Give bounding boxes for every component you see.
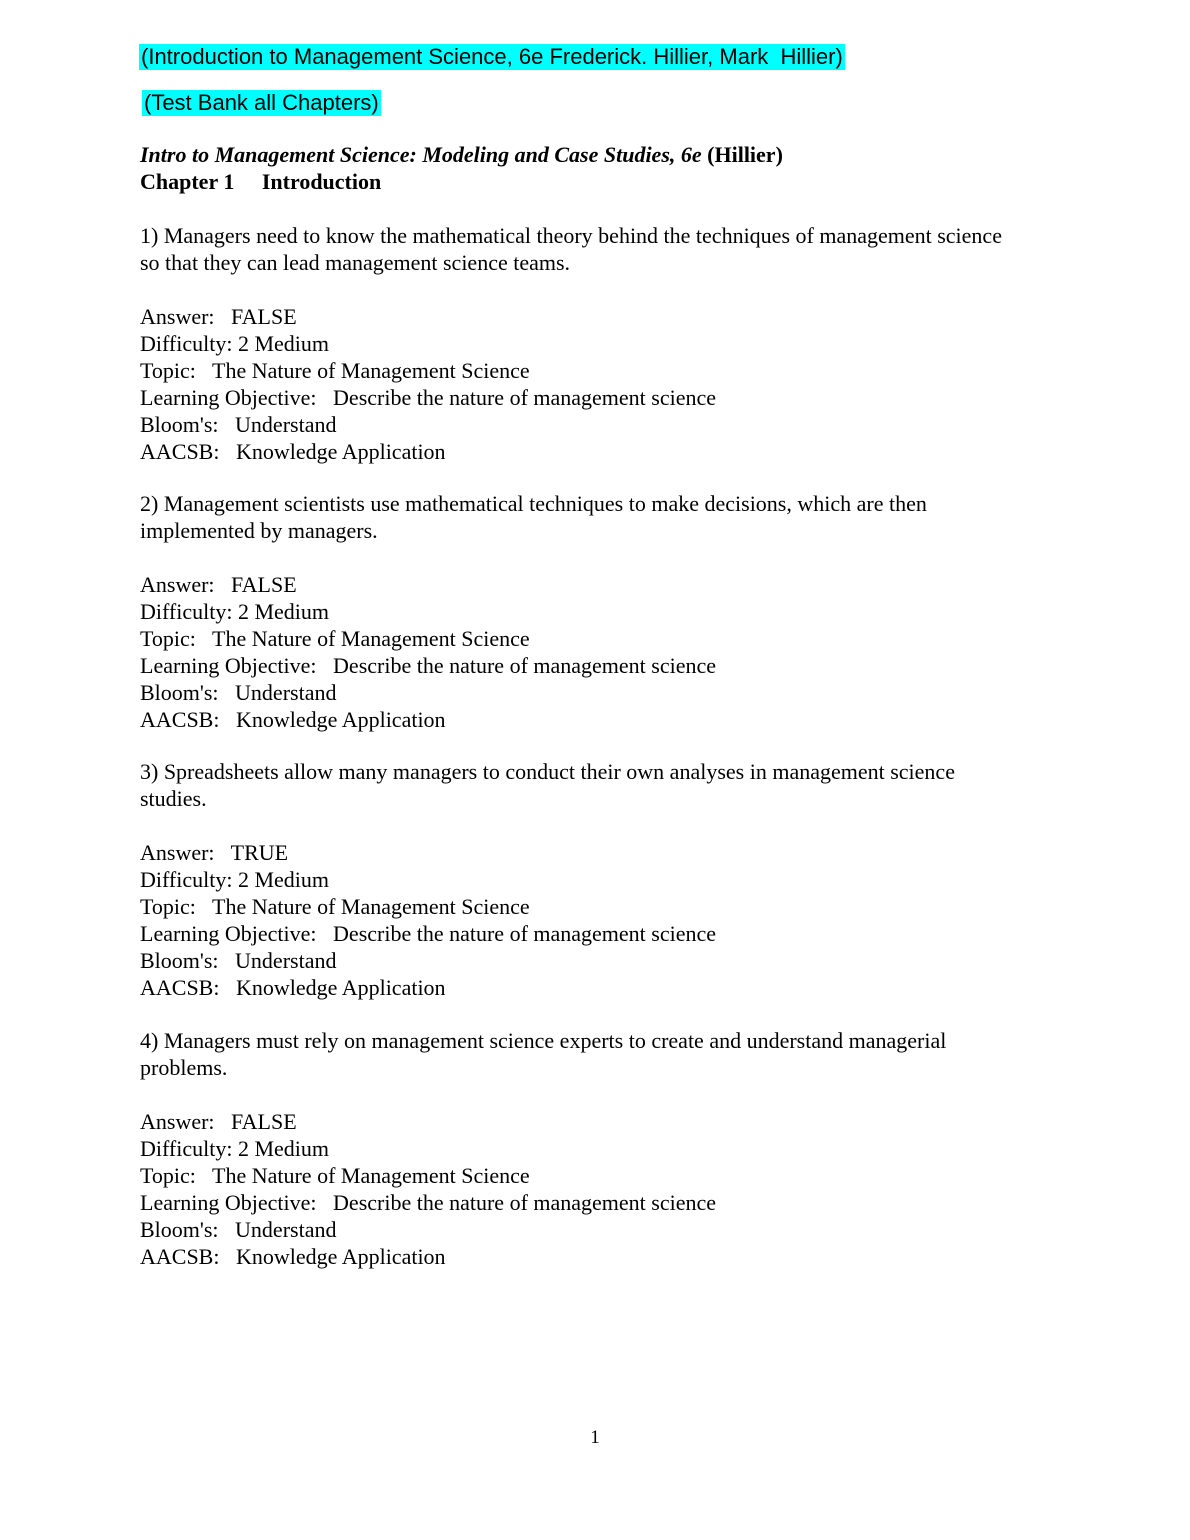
blooms-label: Bloom's:	[140, 1217, 219, 1242]
aacsb-row	[140, 1243, 1070, 1270]
objective-value: Describe the nature of management science	[333, 921, 717, 946]
question-block	[140, 222, 1070, 465]
answer-value: FALSE	[231, 572, 297, 597]
page-number: 1	[590, 1427, 600, 1448]
question-block	[140, 1027, 1070, 1270]
topic-label: Topic:	[140, 894, 196, 919]
question-metadata	[140, 839, 1070, 1001]
blooms-label: Bloom's:	[140, 680, 219, 705]
objective-label: Learning Objective:	[140, 921, 317, 946]
aacsb-label: AACSB:	[140, 975, 220, 1000]
difficulty-row	[140, 1135, 1070, 1162]
answer-row	[140, 571, 1070, 598]
objective-label: Learning Objective:	[140, 385, 317, 410]
aacsb-row	[140, 974, 1070, 1001]
topic-value: The Nature of Management Science	[212, 358, 530, 383]
objective-row	[140, 384, 1070, 411]
answer-row	[140, 303, 1070, 330]
topic-row	[140, 893, 1070, 920]
question-metadata	[140, 1108, 1070, 1270]
topic-value: The Nature of Management Science	[212, 626, 530, 651]
chapter-name: Introduction	[261, 169, 382, 194]
answer-label: Answer:	[140, 1109, 215, 1134]
objective-label: Learning Objective:	[140, 653, 317, 678]
difficulty-row	[140, 598, 1070, 625]
aacsb-label: AACSB:	[140, 1244, 220, 1269]
answer-label: Answer:	[140, 304, 215, 329]
objective-row	[140, 1189, 1070, 1216]
difficulty-label: Difficulty:	[140, 331, 233, 356]
aacsb-value: Knowledge Application	[235, 975, 446, 1000]
difficulty-value: 2 Medium	[237, 599, 330, 624]
answer-value: FALSE	[231, 1109, 297, 1134]
question-text: 4) Managers must rely on management science experts to create and understand managerial problems.	[140, 1028, 947, 1080]
aacsb-value: Knowledge Application	[235, 439, 446, 464]
topic-label: Topic:	[140, 626, 196, 651]
highlighted-title-line: (Introduction to Management Science, 6e Frederick. Hillier, Mark Hillier)	[141, 44, 843, 69]
answer-label: Answer:	[140, 572, 215, 597]
aacsb-value: Knowledge Application	[235, 1244, 446, 1269]
question-block	[140, 490, 1070, 733]
objective-value: Describe the nature of management science	[333, 1190, 717, 1215]
chapter-heading	[140, 168, 381, 195]
difficulty-label: Difficulty:	[140, 867, 233, 892]
objective-value: Describe the nature of management science	[333, 385, 717, 410]
topic-row	[140, 1162, 1070, 1189]
topic-value: The Nature of Management Science	[212, 894, 530, 919]
difficulty-value: 2 Medium	[237, 1136, 330, 1161]
blooms-row	[140, 947, 1070, 974]
objective-label: Learning Objective:	[140, 1190, 317, 1215]
topic-label: Topic:	[140, 358, 196, 383]
chapter-label: Chapter 1	[140, 169, 235, 194]
answer-row	[140, 839, 1070, 866]
objective-row	[140, 652, 1070, 679]
question-metadata	[140, 571, 1070, 733]
blooms-label: Bloom's:	[140, 948, 219, 973]
objective-row	[140, 920, 1070, 947]
aacsb-label: AACSB:	[140, 439, 220, 464]
blooms-row	[140, 1216, 1070, 1243]
aacsb-label: AACSB:	[140, 707, 220, 732]
blooms-value: Understand	[235, 1217, 337, 1242]
answer-value: TRUE	[230, 840, 289, 865]
difficulty-value: 2 Medium	[237, 867, 330, 892]
aacsb-row	[140, 706, 1070, 733]
blooms-row	[140, 411, 1070, 438]
topic-row	[140, 625, 1070, 652]
topic-label: Topic:	[140, 1163, 196, 1188]
objective-value: Describe the nature of management science	[333, 653, 717, 678]
highlighted-subtitle-line: (Test Bank all Chapters)	[144, 90, 379, 115]
question-block	[140, 758, 1070, 1001]
answer-label: Answer:	[140, 840, 215, 865]
question-text: 3) Spreadsheets allow many managers to conduct their own analyses in management science studies.	[140, 759, 955, 811]
blooms-value: Understand	[235, 948, 337, 973]
book-author: (Hillier)	[701, 142, 783, 167]
difficulty-value: 2 Medium	[237, 331, 330, 356]
blooms-value: Understand	[235, 680, 337, 705]
difficulty-label: Difficulty:	[140, 599, 233, 624]
difficulty-row	[140, 330, 1070, 357]
topic-row	[140, 357, 1070, 384]
answer-value: FALSE	[231, 304, 297, 329]
book-title-italic: Intro to Management Science: Modeling and Case Studies, 6e	[140, 142, 702, 167]
answer-row	[140, 1108, 1070, 1135]
aacsb-value: Knowledge Application	[235, 707, 446, 732]
topic-value: The Nature of Management Science	[212, 1163, 530, 1188]
book-title	[140, 141, 783, 168]
difficulty-label: Difficulty:	[140, 1136, 233, 1161]
aacsb-row	[140, 438, 1070, 465]
question-text: 2) Management scientists use mathematical techniques to make decisions, which are then implemented by managers.	[140, 491, 927, 543]
question-text: 1) Managers need to know the mathematical theory behind the techniques of management science so that they can lead management science teams.	[140, 223, 1002, 275]
question-metadata	[140, 303, 1070, 465]
blooms-value: Understand	[235, 412, 337, 437]
difficulty-row	[140, 866, 1070, 893]
blooms-row	[140, 679, 1070, 706]
blooms-label: Bloom's:	[140, 412, 219, 437]
